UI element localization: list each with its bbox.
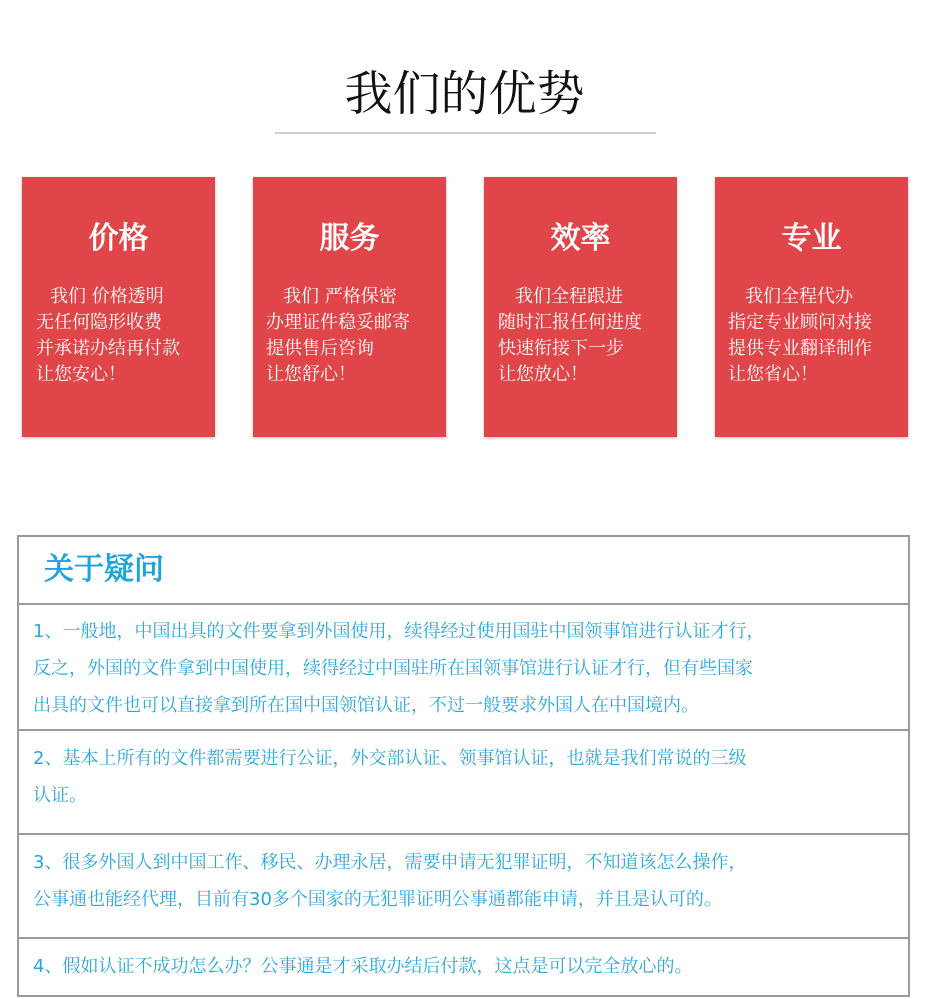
card-line: 办理证件稳妥邮寄 — [266, 312, 410, 333]
card-line: 快速衔接下一步 — [498, 338, 624, 359]
card-line: 指定专业顾问对接 — [728, 312, 872, 333]
card-heading: 服务 — [319, 221, 380, 256]
faq-title: 关于疑问 — [44, 552, 164, 587]
faq-header — [19, 537, 908, 603]
card-body — [36, 284, 211, 388]
faq-line: 3、很多外国人到中国工作、移民、办理永居，需要申请无犯罪证明，不知道该怎么操作， — [33, 852, 747, 873]
faq-line: 公事通也能经代理，目前有30多个国家的无犯罪证明公事通都能申请，并且是认可的。 — [33, 889, 722, 910]
card-line: 让您放心！ — [498, 364, 588, 385]
faq-line: 出具的文件也可以直接拿到所在国中国领馆认证，不过一般要求外国人在中国境内。 — [33, 695, 699, 716]
card-line: 让您舒心！ — [266, 364, 356, 385]
faq-line: 认证。 — [33, 785, 87, 806]
card-line: 我们 严格保密 — [283, 286, 397, 307]
card-line: 提供售后咨询 — [266, 338, 374, 359]
faq-text — [33, 613, 888, 724]
card-line: 让您安心！ — [36, 364, 126, 385]
advantage-card-professional — [715, 177, 908, 437]
card-line: 我们全程代办 — [745, 286, 853, 307]
card-heading: 效率 — [550, 221, 611, 256]
faq-text — [33, 948, 888, 985]
advantage-card-service — [253, 177, 446, 437]
card-line: 随时汇报任何进度 — [498, 312, 642, 333]
faq-section — [17, 535, 910, 997]
title-divider — [275, 132, 656, 134]
card-heading: 价格 — [88, 221, 149, 256]
advantage-card-efficiency — [484, 177, 677, 437]
card-body — [728, 284, 903, 388]
faq-text — [33, 740, 888, 814]
card-line: 提供专业翻译制作 — [728, 338, 872, 359]
faq-item — [19, 729, 908, 833]
faq-text — [33, 844, 888, 918]
faq-item — [19, 937, 908, 995]
faq-line: 反之，外国的文件拿到中国使用，续得经过中国驻所在国领事馆进行认证才行，但有些国家 — [33, 658, 753, 679]
card-line: 并承诺办结再付款 — [36, 338, 180, 359]
faq-line: 4、假如认证不成功怎么办？公事通是才采取办结后付款，这点是可以完全放心的。 — [33, 956, 693, 977]
card-line: 我们 价格透明 — [50, 286, 164, 307]
card-line: 让您省心！ — [728, 364, 818, 385]
faq-line: 1、一般地，中国出具的文件要拿到外国使用，续得经过使用国驻中国领事馆进行认证才行， — [33, 621, 765, 642]
faq-line: 2、基本上所有的文件都需要进行公证，外交部认证、领事馆认证，也就是我们常说的三级 — [33, 748, 747, 769]
card-heading: 专业 — [781, 221, 842, 256]
advantage-card-price — [22, 177, 215, 437]
card-line: 无任何隐形收费 — [36, 312, 162, 333]
card-line: 我们全程跟进 — [515, 286, 623, 307]
card-body — [498, 284, 673, 388]
card-body — [266, 284, 441, 388]
page-title: 我们的优势 — [344, 66, 585, 122]
faq-item — [19, 833, 908, 937]
faq-item — [19, 603, 908, 729]
